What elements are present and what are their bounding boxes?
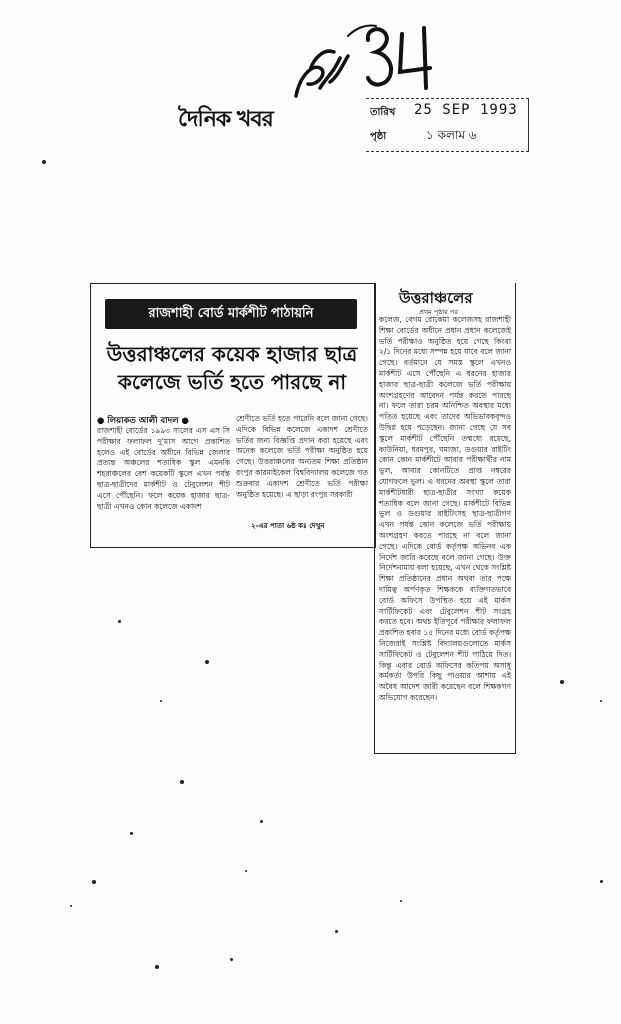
speck	[118, 620, 121, 623]
date-stamp	[366, 98, 529, 152]
date-value: 25 SEP 1993	[414, 102, 518, 118]
handwritten-page-number	[290, 18, 440, 108]
speck	[600, 700, 602, 702]
speck	[335, 930, 338, 933]
article-headline: উত্তরাঞ্চলের কয়েক হাজার ছাত্র কলেজে ভর্তি হতে পারছে না	[106, 342, 358, 394]
speck	[42, 160, 46, 164]
speck	[600, 880, 603, 883]
speck	[260, 820, 263, 823]
speck	[560, 680, 564, 684]
article-column-2: শ্রেণীতে ভর্তি হতে পারেনি বলে জানা গেছে। এদিকে বিভিন্ন কলেজে একাদশ শ্রেণীতে ভর্তির জন্য বিজ্ঞপ্তি প্রদান করা হয়েছে এবং অনেক কলেজে ভর্তি পরীক্ষা অনুষ্ঠিত হয়ে গেছে। উত্তরাঞ্চলের অন্যতম শিক্ষা প্রতিষ্ঠান রংপুর কারমাইকেল বিশ্ববিদ্যালয় কলেজে গত শুক্রবার একাদশ শ্রেণীতে ভর্তি পরীক্ষা অনুষ্ঠিত হয়েছে। এ ছাড়া রংপুর সরকারী	[236, 414, 368, 499]
speck	[155, 965, 159, 969]
byline: ● লিয়াকত আলী বাদল ●	[97, 416, 189, 426]
speck	[160, 700, 162, 702]
page-label: পৃষ্ঠা	[370, 131, 387, 142]
speck	[180, 780, 184, 784]
continuation-subheading: প্রথম পৃষ্ঠার পর	[419, 308, 458, 316]
continuation-body: কলেজ, বেগম রোকেয়া কলেজসহ রাজশাহী শিক্ষা বোর্ডের অধীনে প্রধান প্রধান কলেজেই ভর্তি পরীক্ষাও অনুষ্ঠিত হয়ে গেছে কিংবা ২/১ দিনের মধ্যে সম্পন্ন হয়ে যাবে বলে জানা গেছে। বর্তমানে যে সমস্ত স্কুলে এখনও মার্কশীট এসে পৌঁছেনি এ ধরনের হাজার হাজার ছাত্র-ছাত্রী কলেজে ভর্তি পরীক্ষায় অংশগ্রহণের আবেদন পর্যন্ত করতে পারছে না। ফলে তারা চরম অনিশ্চিত অবস্থার মধ্যে পতিত হয়েছে এবং তাদের অভিভাবকবৃন্দও উদ্বিগ্ন হয়ে পড়েছেন। জানা গেছে যে সব স্কুলে মার্কশীট পৌঁছেনি তন্মধ্যে রয়েছে, কাউনিয়া, ধরমপুর, ঘমাজা, ডগুয়ার রাইটিং কোন কোন মার্কশীটে আবার পরীক্ষার্থীর নাম ভুল, আবার কোনটিতে প্রাপ্ত নম্বরের যোগফলে ভুল। এ ধরনের অবস্থা স্কুলে তারা মার্কশীটধারী ছাত্র-ছাত্রীর সংখ্যা কয়েক শতাধিক বলে জানা গেছে। মার্কশীটে বিভিন্ন ভুল ও ডগুয়ার রাইটিংসহ ছাত্র-ছাত্রীগণ এখন পর্যন্ত কোন কলেজে ভর্তি পরীক্ষায় অংশগ্রহণ করতে পারছে না বলে জানা গেছে। এদিকে বোর্ড কর্তৃপক্ষ অভিনব এক নির্দেশ জারি করেছে বলে জানা গেছে। উক্ত নির্দেশনামায় বলা হয়েছে, এখন থেকে সংশ্লিষ্ট শিক্ষা প্রতিষ্ঠানের প্রধান অথবা তার পক্ষে দায়িত্ব অর্পণকৃত শিক্ষককে ব্যক্তিগতভাবে বোর্ড অফিসে উপস্থিত হয়ে এই মার্কস সার্টিফিকেট এবং টেবুলেশন শীট সংগ্রহ করতে হবে। অথচ ইতিপূর্বে পরীক্ষার ফলাফল প্রকাশিত হবার ১৫ দিনের মধ্যে বোর্ড কর্তৃপক্ষ নিজেরাই সংশ্লিষ্ট বিদ্যালয়গুলোতে মার্কস সার্টিফিকেট ও টেবুলেশন শীট পাঠিয়ে দিত। কিন্তু এবার বোর্ড অফিসের কতিপয় অসাধু কর্মকর্তা উপরি কিছু পাওয়ার আশায় এই অবৈধ আদেশ জারী করেছেন বলে শিক্ষকগণ অভিযোগ করেছেন।	[379, 315, 511, 702]
speck	[400, 900, 402, 902]
article-column-1: রাজশাহী বোর্ডের ১৯৯৩ সালের এস এস সি পরীক্ষার ফলাফল দু'মাস আগে প্রকাশিত হলেও এই বোর্ডের অধীনে বিভিন্ন জেলার প্রত্যন্ত অঞ্চলের শতাধিক স্কুল এমনকি শহরাঞ্চলের বেশ কয়েকটি স্কুলে এখন পর্যন্ত ছাত্র-ছাত্রীদের মার্কশীট ও টেবুলেশন শীট এসে পৌঁছেনি। ফলে কয়েক হাজার ছাত্র-ছাত্রী এখনও কোন কলেজে একাদশ	[97, 426, 230, 511]
continued-note: ২-এর পাতা ৬ষ্ঠ কঃ দেখুন	[251, 522, 325, 530]
continuation-heading: উত্তরাঞ্চলের	[399, 289, 473, 307]
newspaper-name: দৈনিক খবর	[178, 107, 273, 132]
speck	[130, 832, 133, 835]
article-clipping	[90, 283, 376, 548]
continuation-clipping	[374, 283, 516, 754]
date-label: তারিখ	[370, 107, 396, 118]
speck	[70, 905, 72, 907]
speck	[245, 870, 247, 872]
speck	[92, 880, 96, 884]
speck	[205, 660, 209, 664]
page-column-value: ১ কলাম ৬	[426, 128, 477, 142]
speck	[230, 958, 233, 961]
strap-heading: রাজশাহী বোর্ড মার্কশীট পাঠায়নি	[105, 299, 357, 329]
